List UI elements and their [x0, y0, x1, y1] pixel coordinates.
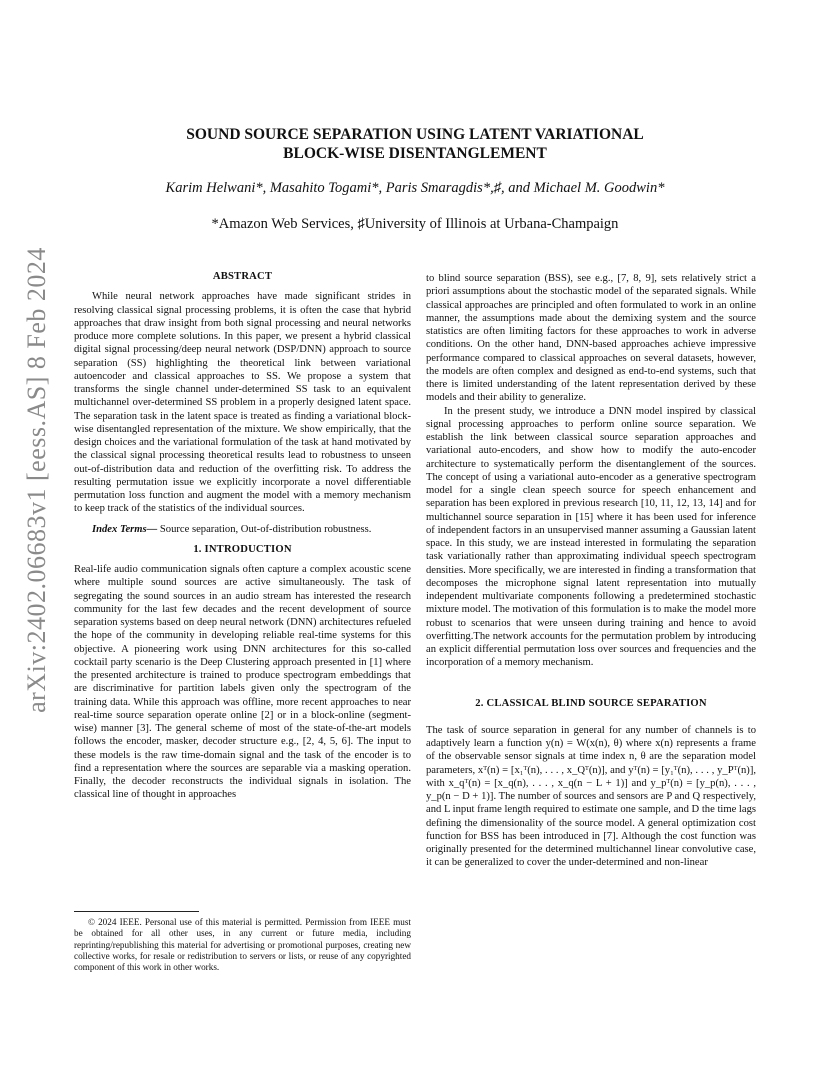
copyright-notice: [74, 917, 411, 973]
index-terms-text: Source separation, Out-of-distribution robustness.: [157, 523, 372, 535]
abstract-heading: ABSTRACT: [212, 271, 273, 282]
section-1-heading: 1. INTRODUCTION: [193, 543, 292, 555]
title-line-2: BLOCK-WISE DISENTANGLEMENT: [283, 145, 547, 162]
footnote-rule: [74, 911, 199, 912]
left-column: [74, 270, 411, 802]
intro-paragraph-present-study: In the present study, we introduce a DNN model inspired by classical signal processing approaches to perform online source separation. We establish the link between classical source separation approaches and variational auto-encoders, and show how to modify the auto-encoder architecture to systematically perform the disentanglement of the sources. The concept of using a variational auto-encoder as a generative spectrogram model for a single clean speech source for speech enhancement and separation has been explored in previous research [10, 11, 12, 13, 14] and for multichannel source separation in [15] where it has been used for inference of independent factors in an unsupervised manner assuming a Gaussian latent space. In this study, we are instead interested in formulating the separation task variationally rather than approximating individual speech spectrogram densities. More specifically, we are interested in finding a transformation that decomposes the microphone signal latent representation into mutually independent multivariate components following a predetermined stochastic mixture model. The motivation of this formulation is to make the model more robust to scenarios that were unseen during training and hence to avoid overfitting.The network accounts for the permutation problem by introducing an explicit differential permutation loss over sources and frequencies and the incorporation of a memory mechanism.: [426, 405, 756, 669]
arxiv-identifier: [20, 247, 54, 713]
affiliations: *Amazon Web Services, ♯University of Illinois at Urbana-Champaign: [211, 216, 619, 232]
abstract-text: While neural network approaches have made significant strides in resolving classical signal processing problems, it is often the case that hybrid approaches that draw insight from both signal processing and neural networks produce more complete solutions. In this paper, we present a hybrid classical digital signal processing/deep neural network (DSP/DNN) approach to source separation (SS) highlighting the theoretical link between variational autoencoder and classical approaches to SS. We propose a system that transforms the single channel under-determined SS task to an equivalent multichannel over-determined SS problem in a properly designed latent space. The separation task in the latent space is treated as finding a variational block-wise disentangled representation of the mixture. We show empirically, that the design choices and the variational formulation of the task at hand motivated by the classical signal processing theoretical results lead to robustness to unseen out-of-distribution data and reduction of the overfitting risk. To address the resulting permutation issue we explicitly incorporate a novel differentiable permutation loss function and augment the model with a memory mechanism to keep track of the statistics of the individual sources.: [74, 291, 411, 515]
paper-title: [110, 125, 720, 163]
arxiv-identifier-text: arXiv:2402.06683v1 [eess.AS] 8 Feb 2024: [22, 247, 52, 713]
section-1-text: Real-life audio communication signals often capture a complex acoustic scene where multiple sound sources are active simultaneously. The task of segregating the sound sources in an audio stream has interested the research community for the last few decades and the recent development of source separation systems based on deep neural network (DNN) architectures refueled the hope of the community in developing reliable real-time systems for this objective. A pioneering work using DNN architectures for this so-called cocktail party scenario is the Deep Clustering approach presented in [1] where the presented architecture is trained to produce spectrogram embeddings that are discriminative for partition labels given only the spectrogram of the training data. While this approach was offline, more recent approaches to near real-time source separation operate online [2] or in a block-online (segment-wise) manner [3]. The general scheme of most of the state-of-the-art models follows the encoder, masker, decoder structure e.g., [2, 4, 5, 6]. The input to these models is the raw time-domain signal and the task of the encoder is to find a representation where the sources are separable via a masking operation. Finally, the decoder reconstructs the individual signals in isolation. The classical line of thought in approaches: [74, 564, 411, 801]
copyright-text: © 2024 IEEE. Personal use of this material is permitted. Permission from IEEE must be obtained for all other uses, in any current or future media, including reprinting/republishing this material for advertising or promotional purposes, creating new collective works, for resale or redistribution to servers or lists, or reuse of any copyrighted component of this work in other works.: [74, 917, 411, 973]
index-terms: [74, 523, 411, 536]
section-2-text: The task of source separation in general for any number of channels is to adaptively learn a function y(n) = W(x(n), θ) where x(n) represents a frame of the observable sensor signals at time index n, θ are the separation model parameters, xᵀ(n) = [x₁ᵀ(n), . . . , x_Qᵀ(n)], and yᵀ(n) = [y₁ᵀ(n), . . . , y_Pᵀ(n)], with x_qᵀ(n) = [x_q(n), . . . , x_q(n − L + 1)] and y_pᵀ(n) = [y_p(n), . . . , y_p(n − D + 1)]. The number of sources and sensors are P and Q respectively, and L input frame length required to estimate one sample, and D the time lags defining the dimensionality of the source model. A general optimization cost function for BSS has been introduced in [7]. Although the cost function was originally presented for the determined multichannel linear convolutive case, it can be generalized to cover the under-determined and non-linear: [426, 724, 756, 869]
author-list: Karim Helwani*, Masahito Togami*, Paris Smaragdis*,♯, and Michael M. Goodwin*: [165, 180, 665, 196]
section-2-heading: 2. CLASSICAL BLIND SOURCE SEPARATION: [475, 697, 707, 709]
title-line-1: SOUND SOURCE SEPARATION USING LATENT VARIATIONAL: [186, 126, 644, 143]
right-column: [426, 272, 756, 870]
index-terms-label: Index Terms—: [92, 523, 158, 535]
intro-paragraph-continued: to blind source separation (BSS), see e.g., [7, 8, 9], sets relatively strict a priori assumptions about the stochastic model of the separated signals. While classical approaches are principled and often formulated to work in an online manner, the assumptions made about the demixing system and the source statistics are often limiting factors for these approaches to work in adverse conditions. On the other hand, DNN-based approaches achieve impressive performance compared to classical approaches on several datasets, however, the models are often complex and designed as end-to-end systems, such that there is limited understanding of the latent representation derived by these models and their ability to generalize.: [426, 273, 756, 404]
